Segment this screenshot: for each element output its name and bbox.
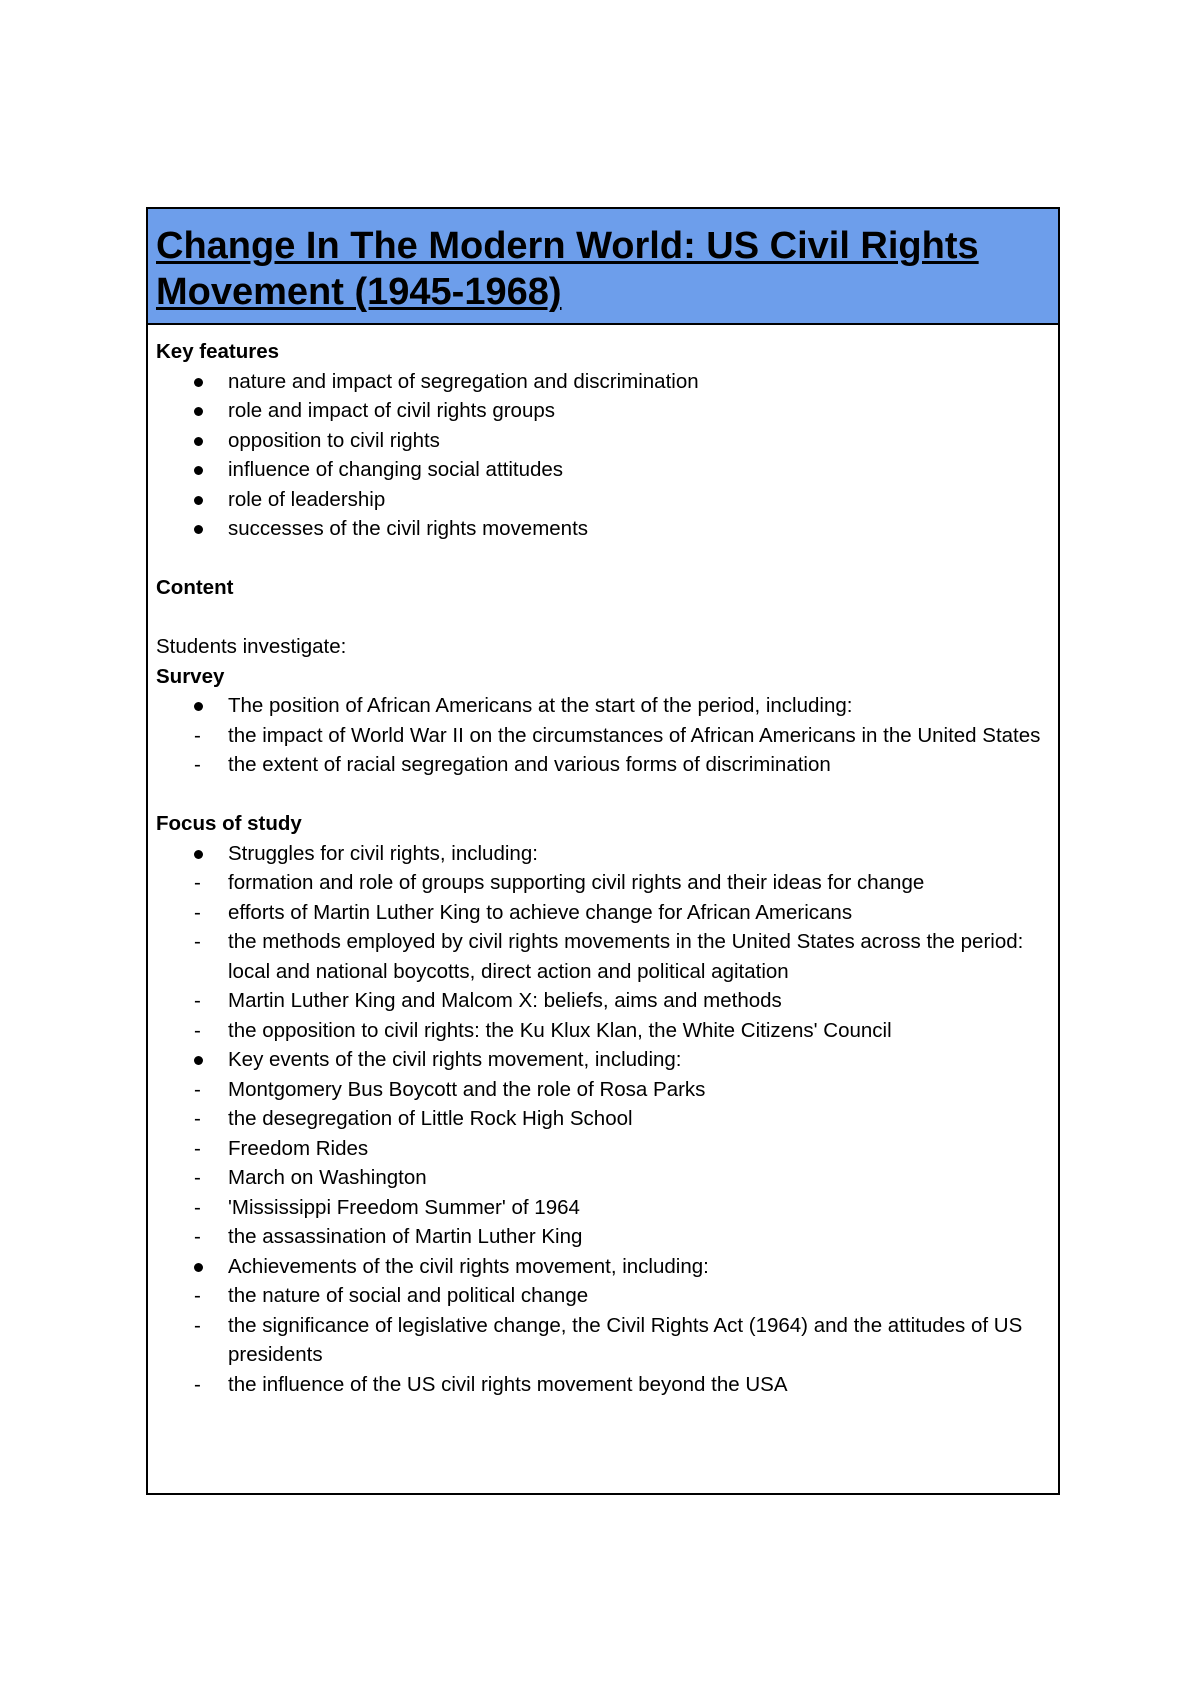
spacer [156, 544, 1050, 574]
survey-heading: Survey [156, 664, 225, 688]
sub-list-item: - efforts of Martin Luther King to achieve change for African Americans [156, 898, 1050, 928]
sub-list-item: - 'Mississippi Freedom Summer' of 1964 [156, 1193, 1050, 1223]
sub-list-item: - the methods employed by civil rights movements in the United States across the period: local and national boycotts, direct action and political agitation [156, 927, 1050, 986]
sub-list-item: - Montgomery Bus Boycott and the role of Rosa Parks [156, 1075, 1050, 1105]
list-item: opposition to civil rights [156, 426, 1050, 456]
list-item: nature and impact of segregation and discrimination [156, 367, 1050, 397]
dash-icon: - [194, 1077, 201, 1101]
list-item: role and impact of civil rights groups [156, 396, 1050, 426]
bullet-icon [194, 1263, 203, 1272]
spacer [156, 780, 1050, 810]
content-cell [148, 325, 1058, 1399]
page-title: Change In The Modern World: US Civil Rights Movement (1945-1968) [156, 225, 979, 313]
list-item: successes of the civil rights movements [156, 514, 1050, 544]
sub-list-item: - the influence of the US civil rights movement beyond the USA [156, 1370, 1050, 1400]
dash-icon: - [194, 1107, 201, 1130]
dash-icon: - [194, 723, 201, 747]
sub-list-item: - the extent of racial segregation and various forms of discrimination [156, 750, 1050, 780]
dash-icon: - [194, 1136, 201, 1160]
survey-list [156, 691, 1050, 721]
focus-sublist-struggles [156, 868, 1050, 1045]
bullet-icon [194, 850, 203, 859]
list-item: Achievements of the civil rights movement, including: [156, 1252, 1050, 1282]
dash-icon: - [194, 753, 201, 776]
focus-list [156, 839, 1050, 869]
sub-list-item: - the opposition to civil rights: the Ku Klux Klan, the White Citizens' Council [156, 1016, 1050, 1046]
title-cell [148, 209, 1058, 325]
focus-sublist-events [156, 1075, 1050, 1252]
survey-sublist [156, 721, 1050, 780]
dash-icon: - [194, 1225, 201, 1248]
list-item: Key events of the civil rights movement, including: [156, 1045, 1050, 1075]
sub-list-item: - the nature of social and political change [156, 1281, 1050, 1311]
focus-list [156, 1045, 1050, 1075]
dash-icon: - [194, 900, 201, 924]
dash-icon: - [194, 1284, 201, 1307]
sub-list-item: - March on Washington [156, 1163, 1050, 1193]
content-intro: Students investigate: [156, 635, 347, 658]
focus-list [156, 1252, 1050, 1282]
syllabus-table [146, 207, 1060, 1495]
dash-icon: - [194, 1195, 201, 1219]
focus-sublist-achievements [156, 1281, 1050, 1399]
dash-icon: - [194, 1166, 201, 1189]
key-features-list [156, 367, 1050, 544]
sub-list-item: - the assassination of Martin Luther King [156, 1222, 1050, 1252]
dash-icon: - [194, 1018, 201, 1042]
sub-list-item: - Martin Luther King and Malcom X: beliefs, aims and methods [156, 986, 1050, 1016]
sub-list-item: - Freedom Rides [156, 1134, 1050, 1164]
bullet-icon [194, 407, 203, 416]
list-item: The position of African Americans at the start of the period, including: [156, 691, 1050, 721]
sub-list-item: - the desegregation of Little Rock High School [156, 1104, 1050, 1134]
dash-icon: - [194, 871, 201, 894]
bullet-icon [194, 496, 203, 505]
bullet-icon [194, 378, 203, 387]
key-features-heading: Key features [156, 340, 280, 363]
bullet-icon [194, 1056, 203, 1065]
bullet-icon [194, 702, 203, 711]
spacer [156, 603, 1050, 633]
focus-heading: Focus of study [156, 812, 302, 835]
sub-list-item: - the impact of World War II on the circumstances of African Americans in the United States [156, 721, 1050, 751]
dash-icon: - [194, 930, 201, 953]
dash-icon: - [194, 1313, 201, 1337]
sub-list-item: - the significance of legislative change, the Civil Rights Act (1964) and the attitudes of US presidents [156, 1311, 1050, 1370]
list-item: influence of changing social attitudes [156, 455, 1050, 485]
bullet-icon [194, 437, 203, 446]
dash-icon: - [194, 989, 201, 1012]
list-item: Struggles for civil rights, including: [156, 839, 1050, 869]
dash-icon: - [194, 1372, 201, 1396]
bullet-icon [194, 466, 203, 475]
list-item: role of leadership [156, 485, 1050, 515]
bullet-icon [194, 525, 203, 534]
content-heading: Content [156, 576, 234, 599]
sub-list-item: - formation and role of groups supporting civil rights and their ideas for change [156, 868, 1050, 898]
